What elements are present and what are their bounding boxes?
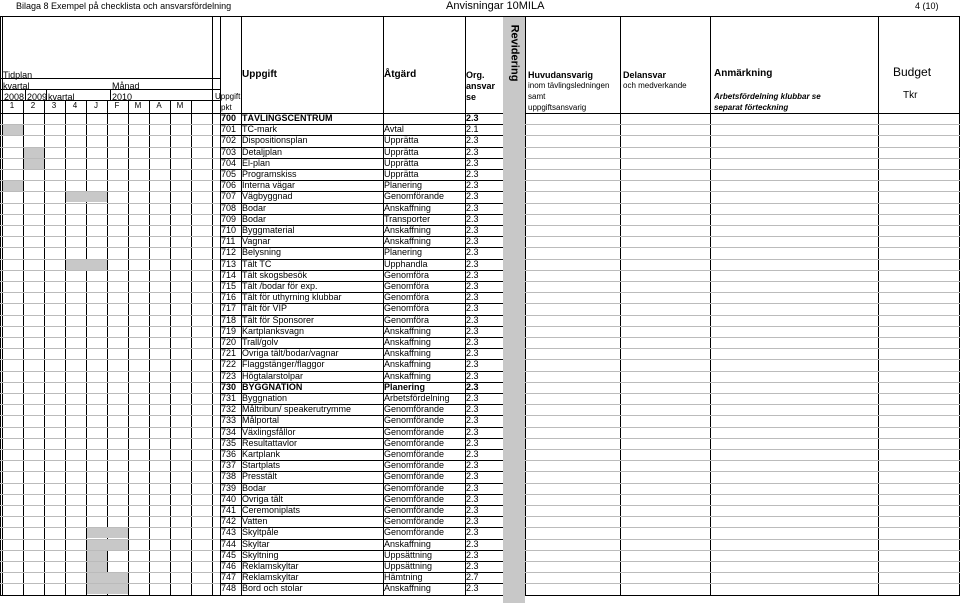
row-task: Byggnation xyxy=(242,393,288,403)
table-row xyxy=(0,505,960,516)
row-org: 2.3 xyxy=(466,493,479,504)
row-action: Anskaffning xyxy=(384,359,431,370)
row-org: 2.3 xyxy=(466,180,479,191)
row-action: Uppsättning xyxy=(384,561,433,571)
row-code: 737 xyxy=(221,460,237,471)
row-task: TÄVLINGSCENTRUM xyxy=(242,113,333,123)
row-org: 2.3 xyxy=(466,292,479,303)
table-row xyxy=(0,527,960,538)
row-code: 702 xyxy=(221,135,237,146)
row-task: Högtalarstolpar xyxy=(242,370,304,381)
row-org: 2.3 xyxy=(466,370,479,381)
row-code: 740 xyxy=(221,493,237,504)
revision-header: Revidering xyxy=(508,24,521,82)
row-org: 2.3 xyxy=(466,191,479,202)
table-row xyxy=(0,259,960,270)
row-org: 2.3 xyxy=(466,325,479,336)
row-org: 2.3 xyxy=(466,471,479,482)
table-row xyxy=(0,236,960,247)
table-row xyxy=(0,550,960,561)
row-org: 2.3 xyxy=(466,169,479,179)
document-subtitle: Anvisningar 10MILA xyxy=(446,0,545,12)
row-action: Upprätta xyxy=(384,135,419,146)
row-org: 2.3 xyxy=(466,359,479,370)
row-org: 2.3 xyxy=(466,426,479,437)
table-row xyxy=(0,303,960,314)
row-org: 2.3 xyxy=(466,538,479,549)
row-task: Flaggstänger/flaggor xyxy=(242,359,325,370)
month-label: 1 xyxy=(9,101,15,110)
row-org: 2.3 xyxy=(466,213,479,224)
row-action: Genomförande xyxy=(384,493,445,504)
row-code: 723 xyxy=(221,370,237,381)
row-action: Anskaffning xyxy=(384,202,431,213)
row-task: Bodar xyxy=(242,213,267,224)
row-task: Tält för VIP xyxy=(242,303,288,314)
row-task: Vagnar xyxy=(242,236,271,247)
row-action: Genomförande xyxy=(384,505,445,515)
header-manad: Månad xyxy=(112,81,140,91)
row-task: Resultattavlor xyxy=(242,437,298,448)
header-uppgift: Uppgift xyxy=(242,69,277,80)
table-row xyxy=(0,539,960,550)
row-action: Planering xyxy=(384,381,426,392)
row-code: 720 xyxy=(221,337,237,347)
header-year-2008: 2008 xyxy=(4,92,25,102)
row-org: 2.3 xyxy=(466,348,479,359)
row-code: 734 xyxy=(221,426,237,437)
row-code: 722 xyxy=(221,359,237,370)
row-code: 705 xyxy=(221,169,237,179)
header-tidplan: Tidplan xyxy=(3,70,33,80)
table-row xyxy=(0,393,960,404)
row-code: 708 xyxy=(221,202,237,213)
table-row xyxy=(0,124,960,135)
table-row xyxy=(0,427,960,438)
row-task: Belysning xyxy=(242,247,282,258)
table-row xyxy=(0,247,960,258)
table-row xyxy=(0,135,960,146)
row-task: Dispositionsplan xyxy=(242,135,308,146)
row-task: Ceremoniplats xyxy=(242,505,301,515)
row-task: Kartplank xyxy=(242,449,281,459)
row-org: 2.3 xyxy=(466,337,479,347)
row-org: 2.3 xyxy=(466,393,479,403)
header-inom: inom tävlingsledningen xyxy=(528,81,610,90)
row-action: Anskaffning xyxy=(384,337,431,347)
row-code: 714 xyxy=(221,269,237,280)
row-org: 2.3 xyxy=(466,460,479,471)
row-action: Genomföra xyxy=(384,314,430,325)
row-action: Genomförande xyxy=(384,516,445,527)
header-uppgiftsansvarig: uppgiftsansvarig xyxy=(528,103,587,112)
row-org: 2.3 xyxy=(466,404,479,415)
row-code: 706 xyxy=(221,180,237,191)
row-task: Tält skogsbesök xyxy=(242,269,308,280)
row-task: Växlingsfållor xyxy=(242,426,296,437)
row-action: Anskaffning xyxy=(384,348,431,359)
row-task: Målportal xyxy=(242,415,280,426)
row-task: Tält /bodar för exp. xyxy=(242,281,318,291)
row-code: 715 xyxy=(221,281,237,291)
row-org: 2.3 xyxy=(466,561,479,571)
row-action: Genomförande xyxy=(384,191,445,202)
row-action: Genomförande xyxy=(384,404,445,415)
table-row xyxy=(0,315,960,326)
row-code: 712 xyxy=(221,247,237,258)
header-arbetsfordelning: Arbetsfördelning klubbar se xyxy=(714,92,821,101)
row-task: Bord och stolar xyxy=(242,583,303,594)
table-row xyxy=(0,147,960,158)
row-task: Byggmaterial xyxy=(242,225,295,235)
row-code: 736 xyxy=(221,449,237,459)
table-row xyxy=(0,483,960,494)
row-task: Övriga tält/bodar/vagnar xyxy=(242,348,339,359)
row-org: 2.3 xyxy=(466,303,479,314)
row-action: Transporter xyxy=(384,213,431,224)
row-org: 2.3 xyxy=(466,146,479,157)
header-budget: Budget xyxy=(893,65,932,79)
table-row xyxy=(0,180,960,191)
table-row xyxy=(0,169,960,180)
row-task: Övriga tält xyxy=(242,493,284,504)
document-title: Bilaga 8 Exempel på checklista och ansvarsfördelning xyxy=(16,1,232,11)
row-org: 2.3 xyxy=(466,527,479,538)
row-action: Uppsättning xyxy=(384,549,433,560)
row-org: 2.3 xyxy=(466,415,479,426)
row-task: Trall/golv xyxy=(242,337,279,347)
row-task: Skyltar xyxy=(242,538,270,549)
table-row xyxy=(0,460,960,471)
table-row xyxy=(0,281,960,292)
row-task: Tält för uthyrning klubbar xyxy=(242,292,342,303)
month-label: 4 xyxy=(72,101,78,110)
row-task: Vägbyggnad xyxy=(242,191,293,202)
row-code: 719 xyxy=(221,325,237,336)
header-huvudansvarig: Huvudansvarig xyxy=(528,70,594,80)
table-row xyxy=(0,359,960,370)
row-task: TC-mark xyxy=(242,124,277,135)
row-code: 707 xyxy=(221,191,237,202)
row-org: 2.3 xyxy=(466,269,479,280)
row-code: 711 xyxy=(221,236,236,247)
row-code: 739 xyxy=(221,482,237,493)
month-label: 2 xyxy=(30,101,36,110)
row-org: 2.1 xyxy=(466,124,479,135)
row-action: Genomförande xyxy=(384,460,445,471)
table-row xyxy=(0,382,960,393)
row-org: 2.3 xyxy=(466,516,479,527)
row-org: 2.3 xyxy=(466,437,479,448)
row-org: 2.3 xyxy=(466,157,479,168)
row-org: 2.3 xyxy=(466,135,479,146)
row-org: 2.3 xyxy=(466,314,479,325)
month-label: J xyxy=(94,101,98,110)
table-row xyxy=(0,191,960,202)
row-task: Startplats xyxy=(242,460,281,471)
row-code: 700 xyxy=(221,113,237,123)
table-row xyxy=(0,326,960,337)
row-action: Anskaffning xyxy=(384,225,431,235)
row-task: Vatten xyxy=(242,516,268,527)
row-action: Genomföra xyxy=(384,281,430,291)
row-code: 703 xyxy=(221,146,237,157)
row-action: Anskaffning xyxy=(384,236,431,247)
row-task: Reklamskyltar xyxy=(242,561,299,571)
month-label: M xyxy=(176,101,184,110)
table-row xyxy=(0,113,960,124)
row-code: 730 xyxy=(221,381,237,392)
header-samt: samt xyxy=(528,92,546,101)
header-year-2010: 2010 xyxy=(112,92,133,102)
row-action: Avtal xyxy=(384,124,404,135)
row-org: 2.3 xyxy=(466,113,479,123)
row-task: Interna vägar xyxy=(242,180,296,191)
row-code: 731 xyxy=(221,393,237,403)
month-label: A xyxy=(156,101,162,110)
table-row xyxy=(0,404,960,415)
row-code: 741 xyxy=(221,505,237,515)
table-row xyxy=(0,292,960,303)
row-org: 2.3 xyxy=(466,482,479,493)
table-row xyxy=(0,225,960,236)
row-task: Programskiss xyxy=(242,169,297,179)
row-action: Genomförande xyxy=(384,449,445,459)
row-org: 2.3 xyxy=(466,225,479,235)
row-task: Kartplanksvagn xyxy=(242,325,305,336)
row-code: 713 xyxy=(221,258,237,269)
row-org: 2.3 xyxy=(466,247,479,258)
row-action: Genomförande xyxy=(384,426,445,437)
row-action: Anskaffning xyxy=(384,325,431,336)
row-action: Upprätta xyxy=(384,146,419,157)
row-task: Bodar xyxy=(242,202,267,213)
row-code: 735 xyxy=(221,437,237,448)
row-action: Anskaffning xyxy=(384,583,431,594)
row-org: 2.3 xyxy=(466,381,479,392)
header-uppgift-small: Uppgift xyxy=(215,92,241,101)
row-action: Hämtning xyxy=(384,572,423,583)
table-row xyxy=(0,494,960,505)
row-action: Genomförande xyxy=(384,415,445,426)
table-row xyxy=(0,449,960,460)
month-label: 3 xyxy=(51,101,57,110)
header-year-2009: 2009 xyxy=(27,92,48,102)
table-row xyxy=(0,203,960,214)
month-label: M xyxy=(134,101,142,110)
row-code: 716 xyxy=(221,292,237,303)
table-row xyxy=(0,158,960,169)
row-code: 743 xyxy=(221,527,237,538)
row-task: Skyltpåle xyxy=(242,527,279,538)
row-org: 2.3 xyxy=(466,202,479,213)
row-action: Upphandla xyxy=(384,258,428,269)
row-task: Tält för Sponsorer xyxy=(242,314,315,325)
row-action: Arbetsfördelning xyxy=(384,393,450,403)
row-org: 2.3 xyxy=(466,258,479,269)
table-row xyxy=(0,561,960,572)
row-code: 745 xyxy=(221,549,237,560)
header-kvartal: kvartal xyxy=(3,81,30,91)
row-action: Genomföra xyxy=(384,269,430,280)
header-se: se xyxy=(466,92,477,102)
header-delansvar: Delansvar xyxy=(623,70,667,80)
row-org: 2.3 xyxy=(466,281,479,291)
header-kvartal-2: kvartal xyxy=(48,92,75,102)
row-org: 2.3 xyxy=(466,583,479,594)
row-task: BYGGNATION xyxy=(242,381,303,392)
header-separat: separat förteckning xyxy=(714,103,789,112)
row-code: 732 xyxy=(221,404,237,415)
row-action: Genomförande xyxy=(384,471,445,482)
row-action: Genomföra xyxy=(384,303,430,314)
row-action: Genomförande xyxy=(384,527,445,538)
row-org: 2.3 xyxy=(466,549,479,560)
row-action: Planering xyxy=(384,247,423,258)
row-task: Tält TC xyxy=(242,258,272,269)
header-pkt: pkt xyxy=(221,103,232,112)
row-task: Presstält xyxy=(242,471,278,482)
row-task: Måltribun/ speakerutrymme xyxy=(242,404,352,415)
table-row xyxy=(0,583,960,594)
table-row xyxy=(0,438,960,449)
header-atgard: Åtgärd xyxy=(384,69,417,80)
row-code: 747 xyxy=(221,572,237,583)
table-row xyxy=(0,471,960,482)
table-row xyxy=(0,337,960,348)
row-action: Upprätta xyxy=(384,157,419,168)
table-row xyxy=(0,270,960,281)
row-code: 710 xyxy=(221,225,237,235)
row-action: Genomförande xyxy=(384,482,445,493)
header-medverkande: och medverkande xyxy=(623,81,687,90)
header-tkr: Tkr xyxy=(903,90,918,101)
row-action: Genomförande xyxy=(384,437,445,448)
row-task: Reklamskyltar xyxy=(242,572,299,583)
row-code: 748 xyxy=(221,583,237,594)
page-title-bar xyxy=(0,0,960,14)
row-code: 718 xyxy=(221,314,237,325)
row-task: El-plan xyxy=(242,157,271,168)
table-row xyxy=(0,572,960,583)
page-number: 4 (10) xyxy=(915,1,939,11)
table-row xyxy=(0,371,960,382)
row-code: 721 xyxy=(221,348,237,359)
row-task: Detaljplan xyxy=(242,146,283,157)
row-org: 2.3 xyxy=(466,236,479,247)
header-ansvar: ansvar xyxy=(466,81,496,91)
row-org: 2.3 xyxy=(466,449,479,459)
row-action: Anskaffning xyxy=(384,370,431,381)
header-anmarkning: Anmärkning xyxy=(714,68,773,79)
table-row xyxy=(0,415,960,426)
row-org: 2.7 xyxy=(466,572,479,583)
table-row xyxy=(0,348,960,359)
row-code: 742 xyxy=(221,516,237,527)
row-code: 701 xyxy=(221,124,237,135)
row-code: 717 xyxy=(221,303,237,314)
row-action: Genomföra xyxy=(384,292,430,303)
row-action: Upprätta xyxy=(384,169,419,179)
row-code: 709 xyxy=(221,213,237,224)
row-code: 704 xyxy=(221,157,237,168)
row-action: Anskaffning xyxy=(384,538,431,549)
month-label: F xyxy=(114,101,120,110)
row-action: Planering xyxy=(384,180,423,191)
header-org: Org. xyxy=(466,70,485,80)
row-task: Bodar xyxy=(242,482,267,493)
row-code: 744 xyxy=(221,538,237,549)
row-code: 746 xyxy=(221,561,237,571)
table-row xyxy=(0,214,960,225)
row-task: Skyltning xyxy=(242,549,279,560)
row-code: 738 xyxy=(221,471,237,482)
table-row xyxy=(0,516,960,527)
row-org: 2.3 xyxy=(466,505,479,515)
row-code: 733 xyxy=(221,415,237,426)
